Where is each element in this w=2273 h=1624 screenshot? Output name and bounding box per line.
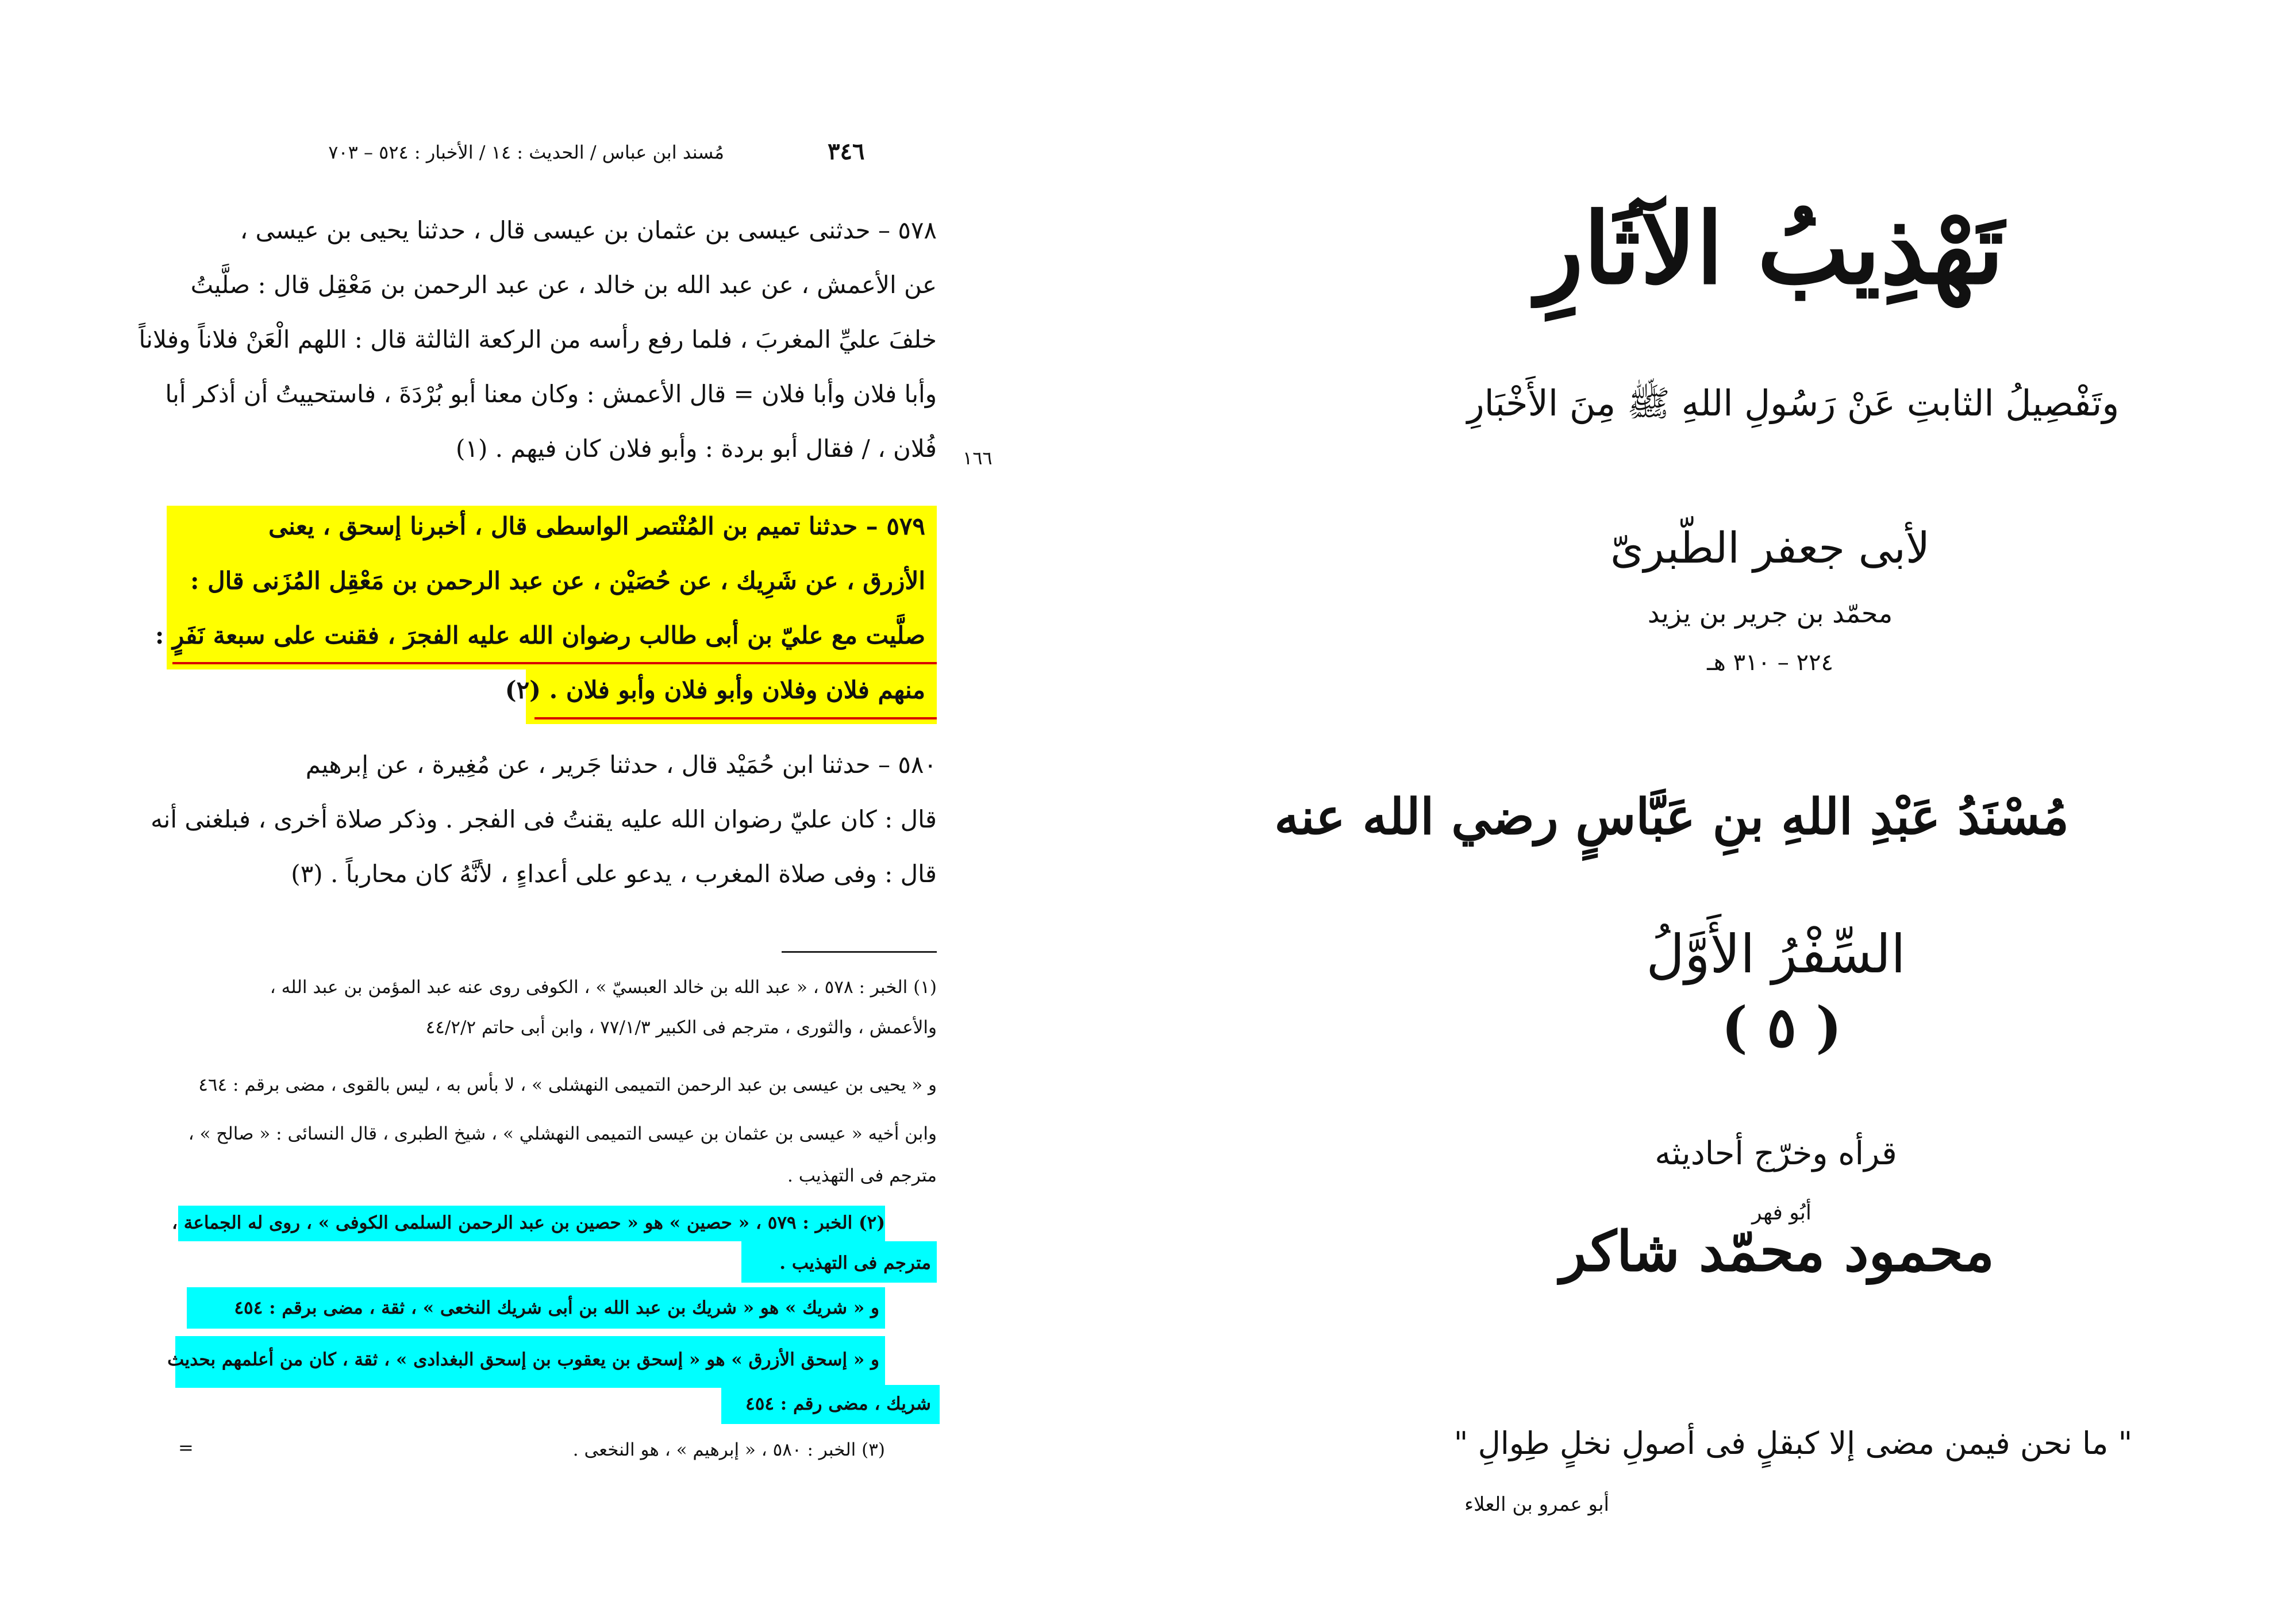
subtitle: وتَفْصِيلُ الثابتِ عَنْ رَسُولِ اللهِ ﷺ مِنَ الأَخْبَارِ [1467, 382, 2120, 424]
text-line: صلَّيت مع عليّ بن أبى طالب رضوان الله عليه الفجرَ ، فقنت على سبعة نَفَرٍ : [155, 621, 925, 649]
footnote-1-d: وابن أخيه « عيسى بن عثمان بن عيسى التميمى النهشلي » ، شيخ الطبرى ، قال النسائى : « صالح » ، [188, 1123, 937, 1144]
text-line: منهم فلان وفلان وأبو فلان وأبو فلان . (٢) [505, 676, 925, 704]
closing-quote: " ما نحن فيمن مضى إلا كبقلٍ فى أصولِ نخلٍ طِوالِ " [1453, 1425, 2133, 1461]
editor-intro: قرأه وخرّج أحاديثه [1655, 1135, 1897, 1172]
right-page [1274, 0, 2273, 1624]
text-line: الأزرق ، عن شَرِيك ، عن حُصَيْن ، عن عبد الرحمن بن مَعْقِل المُزَنى قال : [190, 567, 925, 595]
page-number: ٣٤٦ [828, 138, 865, 165]
footnote-1-e: مترجم فى التهذيب . [787, 1165, 937, 1186]
footnote-2-d: و « إسحق الأزرق » هو « إسحق بن يعقوب بن إسحق البغدادى » ، ثقة ، كان من أعلمهم بحديث [167, 1349, 879, 1370]
text-line: ٥٧٨ – حدثنى عيسى بن عثمان بن عيسى قال ، حدثنا يحيى بن عيسى ، [240, 216, 937, 244]
editor-kunya: أبُو فهر [1752, 1201, 1812, 1225]
hadith-578 [139, 216, 937, 491]
quote-author: أبو عمرو بن العلاء [1464, 1493, 1609, 1516]
footnote-2-c: و « شريك » هو « شريك بن عبد الله بن أبى شريك النخعى » ، ثقة ، مضى برقم : ٤٥٤ [234, 1298, 879, 1318]
text-line: فُلان ، / فقال أبو بردة : وأبو فلان كان فيهم . (١) [455, 434, 937, 463]
continuation-mark: = [178, 1437, 194, 1458]
author-dates: ٢٢٤ – ٣١٠ هـ [1707, 649, 1833, 676]
musnad-title: مُسْنَدُ عَبْدِ اللهِ بنِ عَبَّاسٍ رضي الله عنه [1274, 788, 2069, 846]
volume-number: ( ٥ ) [1721, 995, 1842, 1060]
footnote-2-b: مترجم فى التهذيب . [779, 1253, 931, 1273]
text-line: وأبا فلان وأبا فلان = قال الأعمش : وكان معنا أبو بُرْدَةَ ، فاستحييتُ أن أذكر أبا [165, 380, 937, 408]
text-line: قال : كان عليّ رضوان الله عليه يقنتُ فى الفجر . وذكر صلاة أخرى ، فبلغنى أنه [151, 805, 937, 833]
text-line: قال : وفى صلاة المغرب ، يدعو على أعداءٍ ، لأنَّهُ كان محارباً . (٣) [291, 860, 937, 888]
footnote-separator [782, 951, 937, 953]
hadith-580 [151, 751, 937, 917]
running-header: مُسند ابن عباس / الحديث : ١٤ / الأخبار : ٥٢٤ – ٧٠٣ [328, 141, 724, 163]
author-fullname: محمّد بن جرير بن يزيد [1647, 598, 1893, 629]
footnote-1-b: والأعمش ، والثورى ، مترجم فى الكبير ٧٧/١/٣ ، وابن أبى حاتم ٤٤/٢/٢ [425, 1017, 937, 1038]
footnote-3: (٣) الخبر : ٥٨٠ ، « إبرهيم » ، هو النخعى . [572, 1440, 885, 1460]
footnote-2-a: (٢) الخبر : ٥٧٩ ، « حصين » هو « حصين بن عبد الرحمن السلمى الكوفى » ، روى له الجماعة ، [171, 1213, 885, 1233]
main-title: تَهْذِيبُ الآثَارِ [1536, 191, 2004, 306]
text-line: خلفَ عليِّ المغربَ ، فلما رفع رأسه من الركعة الثالثة قال : اللهم الْعَنْ فلاناً وفلاناً [139, 325, 937, 353]
red-underline [172, 662, 937, 664]
author-name: لأبى جعفر الطّبرىّ [1610, 524, 1930, 573]
hadith-579 [155, 512, 925, 733]
footnote-2-e: شريك ، مضى رقم : ٤٥٤ [745, 1394, 931, 1414]
margin-page-number: ١٦٦ [963, 447, 993, 469]
left-page [0, 0, 1023, 1624]
text-line: ٥٨٠ – حدثنا ابن حُمَيْد قال ، حدثنا جَرير ، عن مُغِيرة ، عن إبرهيم [305, 751, 937, 779]
editor-name: محمود محمّد شاكر [1560, 1219, 1994, 1284]
footnote-1-c: و « يحيى بن عيسى بن عبد الرحمن التميمى النهشلى » ، لا بأس به ، ليس بالقوى ، مضى برقم : ٤٦٤ [198, 1075, 937, 1095]
footnote-1-a: (١) الخبر : ٥٧٨ ، « عبد الله بن خالد العبسيّ » ، الكوفى روى عنه عبد المؤمن بن عبد الله ، [270, 977, 937, 998]
red-underline [534, 717, 937, 719]
text-line: عن الأعمش ، عن عبد الله بن خالد ، عن عبد الرحمن بن مَعْقِل قال : صلَّيتُ [190, 271, 937, 299]
text-line: ٥٧٩ – حدثنا تميم بن المُنْتصر الواسطى قال ، أخبرنا إسحق ، يعنى [268, 512, 925, 540]
volume-label: السِّفْرُ الأَوَّلُ [1646, 923, 1906, 985]
